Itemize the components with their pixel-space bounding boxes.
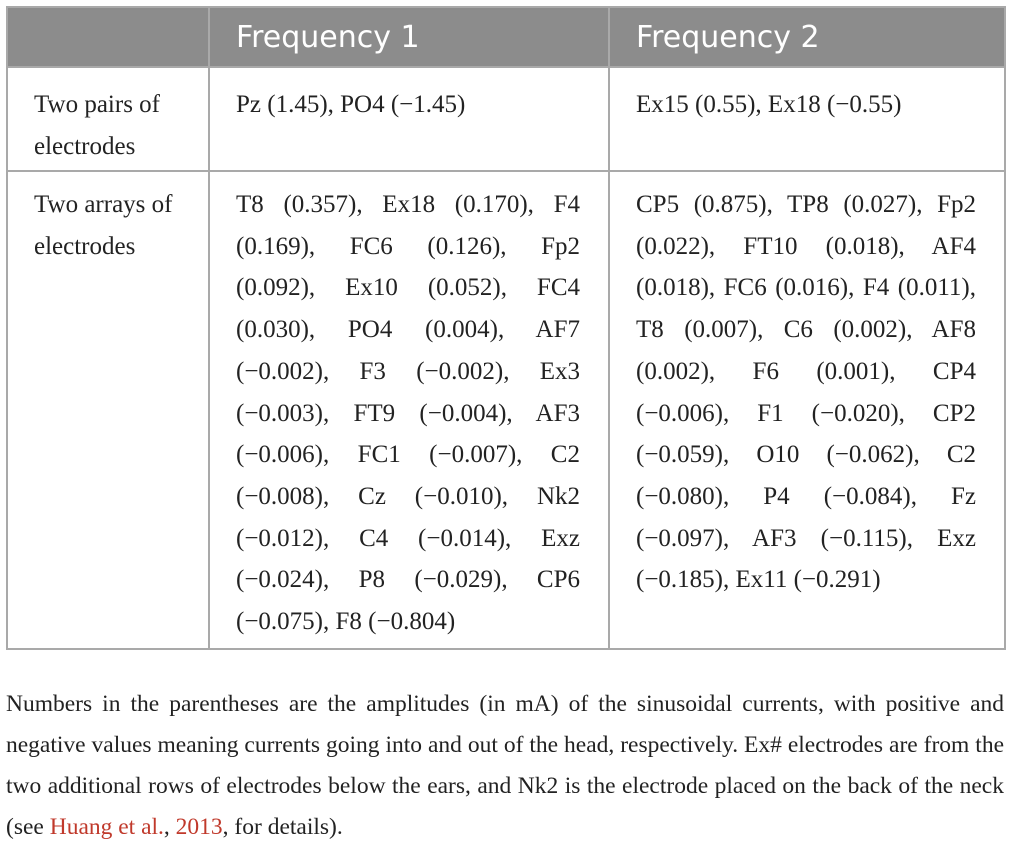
electrode-table-container [6, 6, 1004, 650]
footnote-text-end: , for details). [222, 813, 343, 840]
table-header [7, 7, 1005, 67]
header-empty-cell [7, 7, 209, 67]
table-row [7, 67, 1005, 171]
table-row [7, 171, 1005, 649]
header-frequency-1: Frequency 1 [209, 7, 609, 67]
header-row [7, 7, 1005, 67]
electrode-table [6, 6, 1006, 650]
cell-two-arrays-frequency-1: T8 (0.357), Ex18 (0.170), F4 (0.169), FC6 (0.126), Fp2 (0.092), Ex10 (0.052), FC4 (0.030), PO4 (0.004), AF7 (−0.002), F3 (−0.002), Ex3 (−0.003), FT9 (−0.004), AF3 (−0.006), FC1 (−0.007), C2 (−0.008), Cz (−0.010), Nk2 (−0.012), C4 (−0.014), Exz (−0.024), P8 (−0.029), CP6 (−0.075), F8 (−0.804) [209, 171, 609, 649]
citation-link-authors[interactable]: Huang et al. [49, 813, 164, 840]
cell-two-pairs-frequency-1: Pz (1.45), PO4 (−1.45) [209, 67, 609, 171]
header-frequency-2: Frequency 2 [609, 7, 1005, 67]
row-label-two-pairs: Two pairs of electrodes [7, 67, 209, 171]
citation-link-year[interactable]: 2013 [175, 813, 223, 840]
cell-two-pairs-frequency-2: Ex15 (0.55), Ex18 (−0.55) [609, 67, 1005, 171]
table-footnote [6, 684, 1004, 848]
cell-two-arrays-frequency-2: CP5 (0.875), TP8 (0.027), Fp2 (0.022), FT10 (0.018), AF4 (0.018), FC6 (0.016), F4 (0.011), T8 (0.007), C6 (0.002), AF8 (0.002), F6 (0.001), CP4 (−0.006), F1 (−0.020), CP2 (−0.059), O10 (−0.062), C2 (−0.080), P4 (−0.084), Fz (−0.097), AF3 (−0.115), Exz (−0.185), Ex11 (−0.291) [609, 171, 1005, 649]
row-label-two-arrays: Two arrays of electrodes [7, 171, 209, 649]
citation-separator: , [163, 813, 176, 840]
footnote-text: Numbers in the parentheses are the amplitudes (in mA) of the sinusoidal currents, with positive and negative values meaning currents going into and out of the head, respectively. Ex# electrodes are from the two additional rows of electrodes below the ears, and Nk2 is the electrode placed on the back of the neck (see [6, 690, 1004, 840]
table-body [7, 67, 1005, 649]
